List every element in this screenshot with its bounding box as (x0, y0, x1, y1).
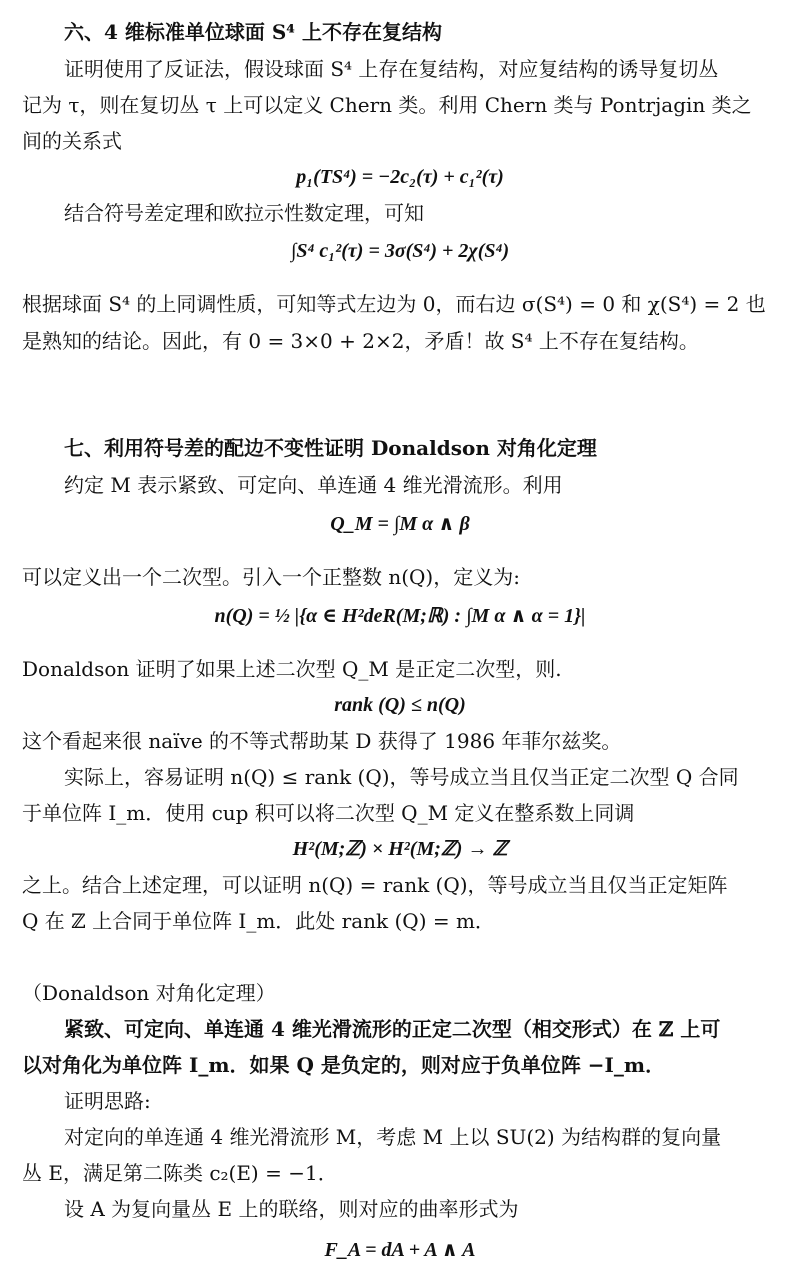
equation-curvature-form: F_A = dA + A ∧ A (324, 1239, 476, 1261)
proof-paragraph-1-line-2: 丛 E，满足第二陈类 c₂(E) = −1． (22, 1161, 338, 1185)
sec7-paragraph-5-line-1: 实际上，容易证明 n(Q) ≤ rank (Q)，等号成立当且仅当正定二次型 Q 合同 (64, 765, 739, 789)
section-6-title: 六、4 维标准单位球面 S⁴ 上不存在复结构 (64, 20, 443, 44)
equation-integral-c1-squared: ∫S⁴ c₁²(τ) = 3σ(S⁴) + 2χ(S⁴) (290, 240, 510, 262)
sec7-paragraph-2: 可以定义出一个二次型。引入一个正整数 n(Q)，定义为: (22, 565, 520, 589)
sec6-paragraph-1-line-3: 间的关系式 (22, 129, 122, 153)
sec7-paragraph-6-line-2: Q 在 ℤ 上合同于单位阵 I_m．此处 rank (Q) = m． (22, 909, 495, 933)
equation-qm-definition: Q_M = ∫M α ∧ β (330, 513, 470, 535)
proof-paragraph-2: 设 A 为复向量丛 E 上的联络，则对应的曲率形式为 (64, 1197, 519, 1221)
sec7-paragraph-5-line-2: 于单位阵 I_m．使用 cup 积可以将二次型 Q_M 定义在整系数上同调 (22, 801, 635, 825)
sec6-paragraph-1-line-1: 证明使用了反证法，假设球面 S⁴ 上存在复结构，对应复结构的诱导复切丛 (64, 57, 719, 81)
sec7-paragraph-6-line-1: 之上。结合上述定理，可以证明 n(Q) = rank (Q)，等号成立当且仅当正定矩阵 (22, 873, 728, 897)
sec6-paragraph-3-line-1: 根据球面 S⁴ 的上同调性质，可知等式左边为 0，而右边 σ(S⁴) = 0 和 χ(S⁴) = 2 也 (22, 292, 766, 316)
theorem-statement-line-1: 紧致、可定向、单连通 4 维光滑流形的正定二次型（相交形式）在 ℤ 上可 (64, 1017, 721, 1041)
sec7-paragraph-3: Donaldson 证明了如果上述二次型 Q_M 是正定二次型，则. (22, 657, 562, 681)
sec6-paragraph-3-line-2: 是熟知的结论。因此，有 0 = 3×0 + 2×2，矛盾！故 S⁴ 上不存在复结构。 (22, 329, 699, 353)
equation-nq-definition: n(Q) = ½ |{α ∈ H²deR(M;ℝ) : ∫M α ∧ α = 1}| (214, 605, 586, 627)
sec7-paragraph-4: 这个看起来很 naïve 的不等式帮助某 D 获得了 1986 年菲尔兹奖。 (22, 729, 622, 753)
sec7-paragraph-1: 约定 M 表示紧致、可定向、单连通 4 维光滑流形。利用 (64, 473, 563, 497)
proof-idea-heading: 证明思路: (64, 1089, 151, 1113)
theorem-statement-line-2: 以对角化为单位阵 I_m．如果 Q 是负定的，则对应于负单位阵 −I_m． (22, 1053, 666, 1077)
sec6-paragraph-2: 结合符号差定理和欧拉示性数定理，可知 (64, 201, 424, 225)
section-7-title: 七、利用符号差的配边不变性证明 Donaldson 对角化定理 (64, 436, 597, 460)
theorem-title: （Donaldson 对角化定理） (22, 981, 276, 1005)
equation-rank-inequality: rank (Q) ≤ n(Q) (334, 694, 466, 716)
proof-paragraph-1-line-1: 对定向的单连通 4 维光滑流形 M，考虑 M 上以 SU(2) 为结构群的复向量 (64, 1125, 722, 1149)
equation-cup-product-pairing: H²(M;ℤ) × H²(M;ℤ) → ℤ (292, 838, 508, 860)
equation-pontrjagin-chern: p₁(TS⁴) = −2c₂(τ) + c₁²(τ) (296, 166, 504, 188)
sec6-paragraph-1-line-2: 记为 τ，则在复切丛 τ 上可以定义 Chern 类。利用 Chern 类与 Pontrjagin 类之 (22, 93, 752, 117)
